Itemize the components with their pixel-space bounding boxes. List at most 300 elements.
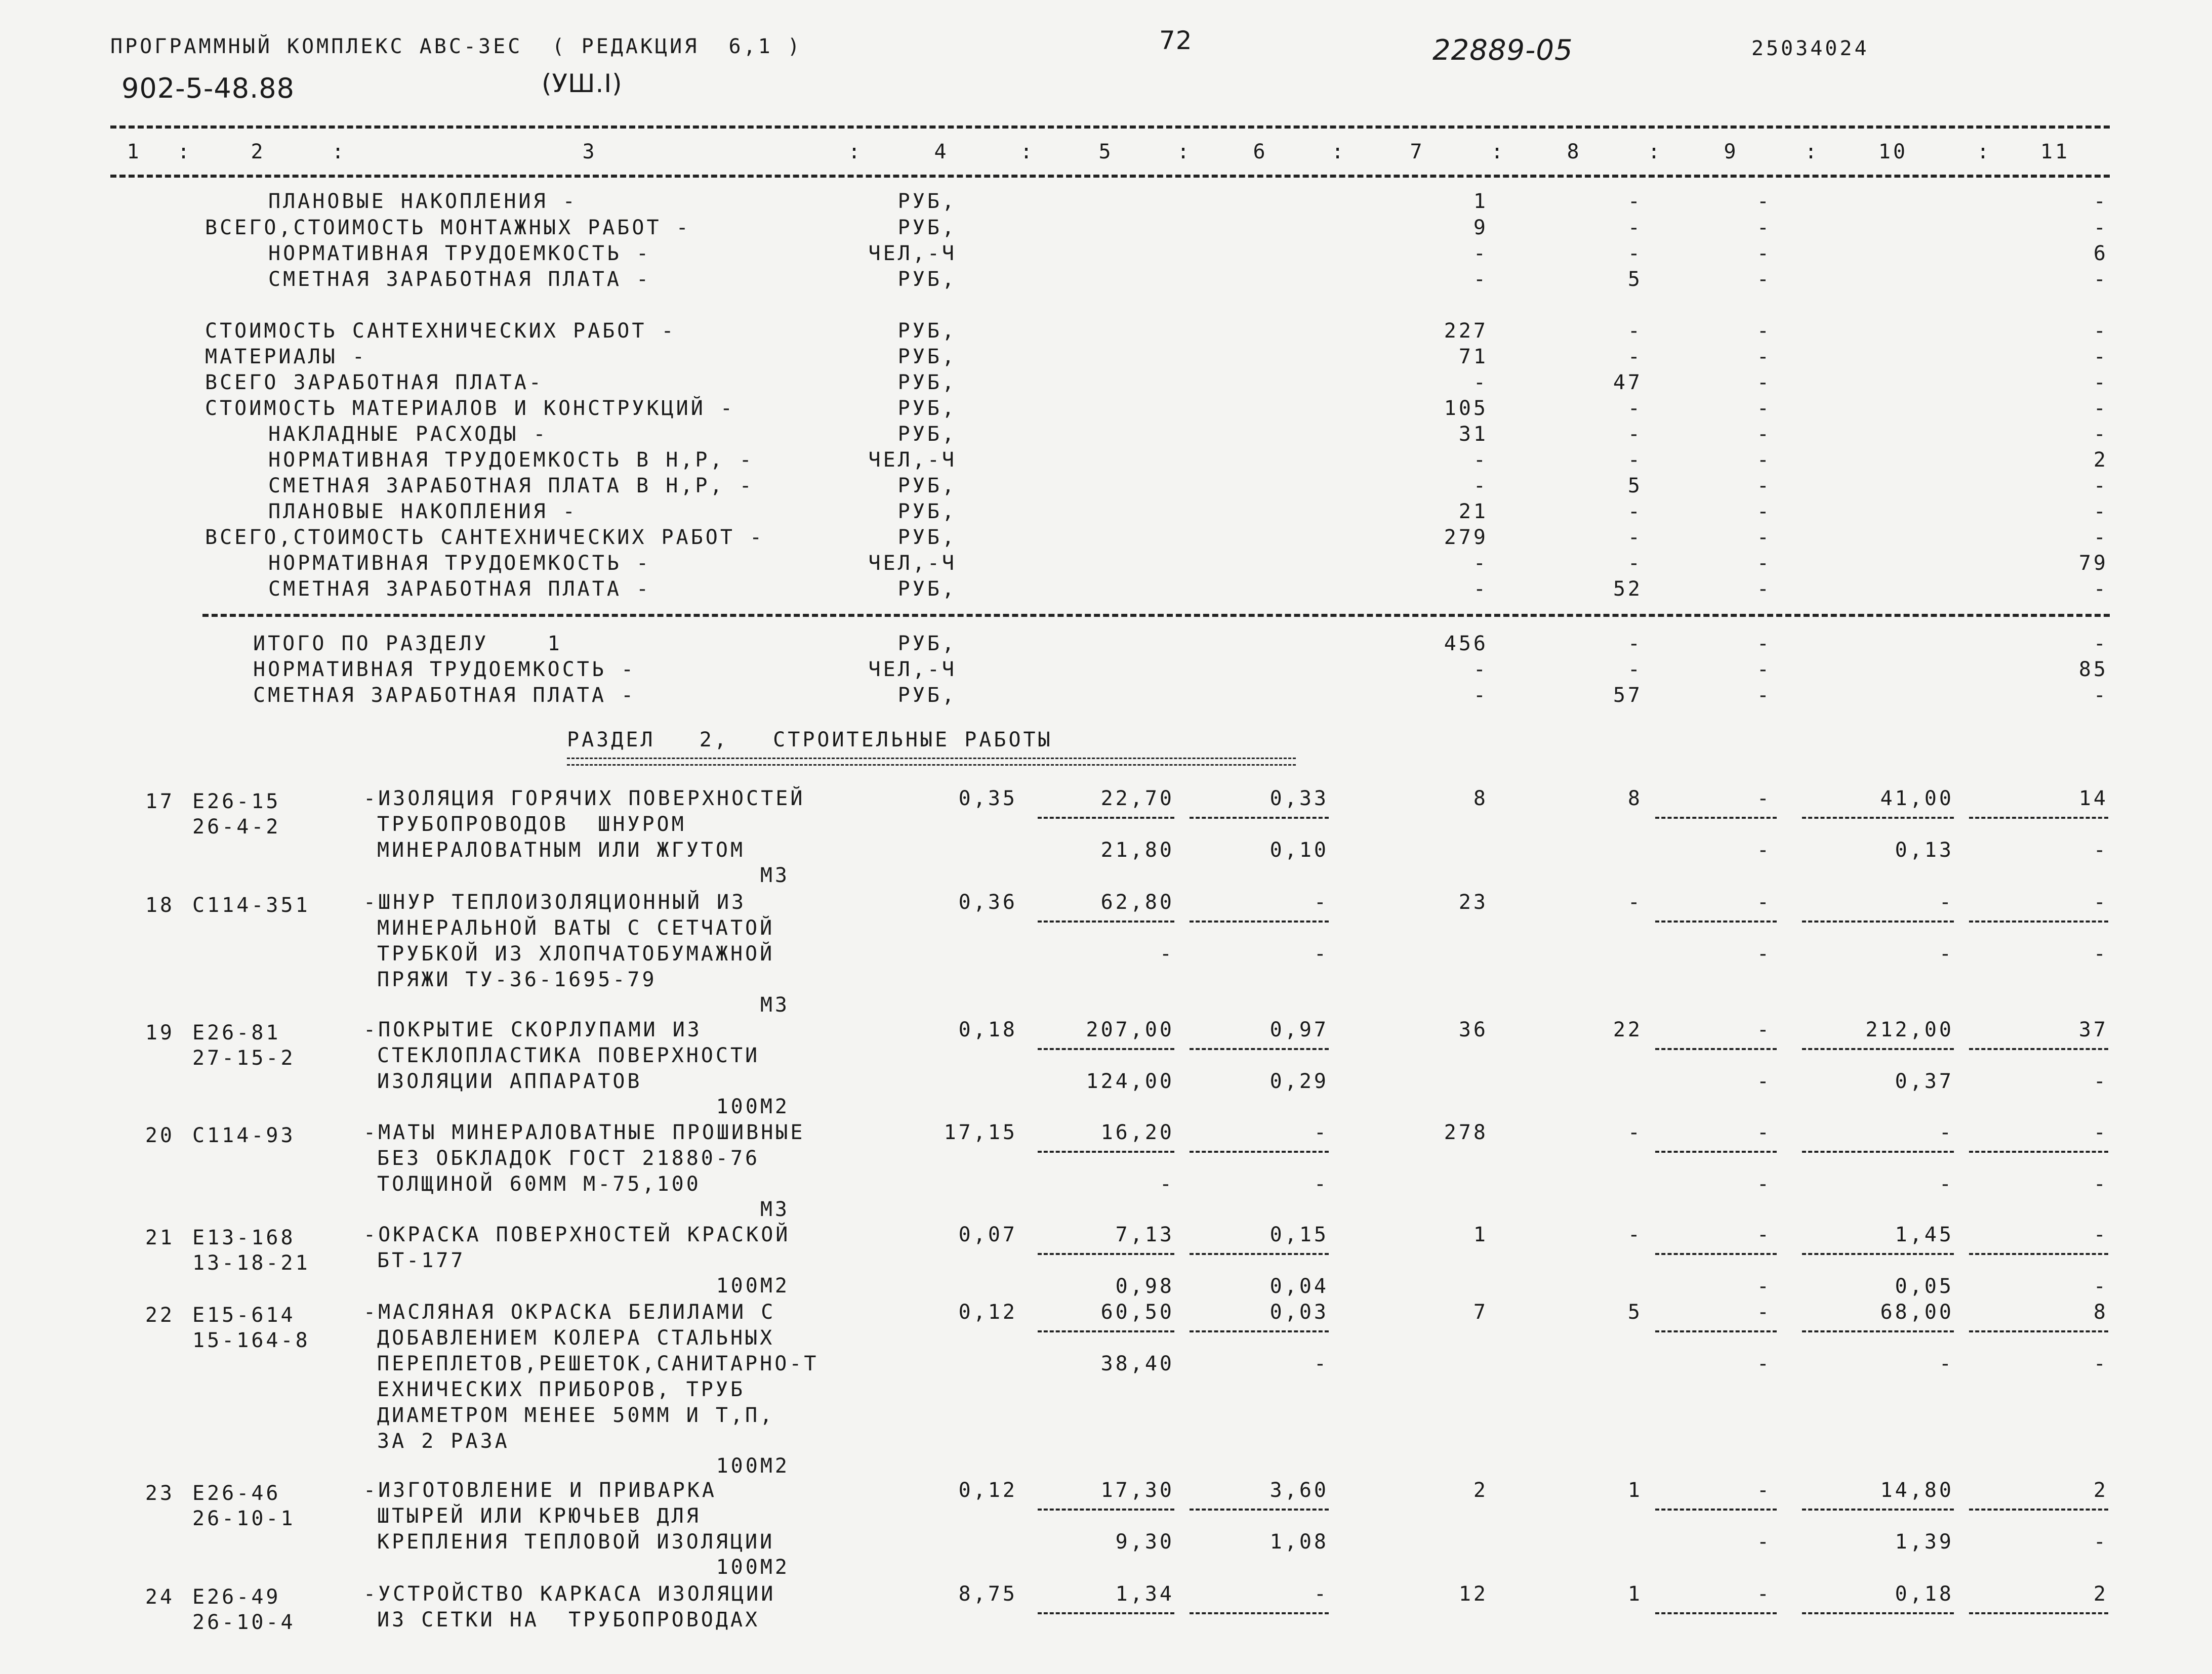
item-description-line: ИЗОЛЯЦИИ АППАРАТОВ xyxy=(377,1070,642,1093)
item-description-line: БЕЗ ОБКЛАДОК ГОСТ 21880-76 xyxy=(377,1147,760,1170)
summary-unit: РУБ, xyxy=(897,345,957,368)
item-unit-cost-2: - xyxy=(1159,1173,1174,1196)
summary-col9: - xyxy=(1756,526,1772,549)
summary-label: СТОИМОСТЬ САНТЕХНИЧЕСКИХ РАБОТ - xyxy=(205,319,676,343)
column-separator: : xyxy=(1648,140,1663,163)
summary-unit: РУБ, xyxy=(897,397,957,420)
column-header-2: 2 xyxy=(251,140,266,163)
summary-col11: - xyxy=(2093,397,2108,420)
item-col11: - xyxy=(2093,891,2108,914)
item-wage-unit-2: 1,08 xyxy=(1269,1530,1329,1554)
item-total-cost: 7 xyxy=(1473,1301,1488,1324)
item-wage-unit: 3,60 xyxy=(1269,1479,1329,1502)
item-unit-cost-2: 38,40 xyxy=(1100,1352,1174,1375)
total-label: НОРМАТИВНАЯ ТРУДОЕМКОСТЬ - xyxy=(253,658,636,681)
section-2-underline xyxy=(567,758,1296,766)
summary-label: НОРМАТИВНАЯ ТРУДОЕМКОСТЬ - xyxy=(268,552,651,575)
summary-col9: - xyxy=(1756,577,1772,601)
item-quantity: 0,36 xyxy=(958,891,1017,914)
item-description-line: ШТЫРЕЙ ИЛИ КРЮЧЬЕВ ДЛЯ xyxy=(377,1504,701,1528)
item-unit: 100М2 xyxy=(716,1274,790,1298)
item-col9-2: - xyxy=(1756,1530,1772,1554)
summary-col11: - xyxy=(2093,345,2108,368)
item-col9-2: - xyxy=(1756,1352,1772,1375)
item-col10: - xyxy=(1939,891,1954,914)
item-code: Е26-49 xyxy=(192,1585,281,1609)
total-col9: - xyxy=(1756,632,1772,655)
column-header-10: 10 xyxy=(1878,140,1908,163)
item-quantity: 0,12 xyxy=(958,1301,1017,1324)
item-col9: - xyxy=(1756,1223,1772,1246)
item-description-line: ПЕРЕПЛЕТОВ,РЕШЕТОК,САНИТАРНО-Т xyxy=(377,1352,819,1375)
item-wage-unit-2: 0,29 xyxy=(1269,1070,1329,1093)
total-col7: - xyxy=(1473,684,1488,707)
item-subrule xyxy=(1802,1612,1954,1614)
summary-unit: РУБ, xyxy=(897,423,957,446)
summary-col7: - xyxy=(1473,242,1488,265)
item-wage-unit-2: 0,04 xyxy=(1269,1275,1329,1298)
item-col10: 68,00 xyxy=(1880,1301,1954,1324)
total-col8: - xyxy=(1627,632,1643,655)
item-subrule xyxy=(1190,1048,1329,1050)
summary-unit: РУБ, xyxy=(897,268,957,291)
summary-col11: - xyxy=(2093,474,2108,497)
summary-col9: - xyxy=(1756,474,1772,497)
summary-col7: 227 xyxy=(1444,319,1488,343)
item-unit: М3 xyxy=(760,993,790,1017)
summary-col9: - xyxy=(1756,552,1772,575)
summary-col9: - xyxy=(1756,242,1772,265)
item-col9-2: - xyxy=(1756,839,1772,862)
summary-col11: - xyxy=(2093,319,2108,343)
column-separator: : xyxy=(1805,140,1820,163)
item-number: 19 xyxy=(145,1021,175,1044)
summary-col8: - xyxy=(1627,345,1643,368)
summary-label: ПЛАНОВЫЕ НАКОПЛЕНИЯ - xyxy=(268,500,578,523)
summary-col9: - xyxy=(1756,345,1772,368)
summary-label: ВСЕГО,СТОИМОСТЬ САНТЕХНИЧЕСКИХ РАБОТ - xyxy=(205,526,765,549)
summary-label: ПЛАНОВЫЕ НАКОПЛЕНИЯ - xyxy=(268,190,578,213)
item-description-line: -ШНУР ТЕПЛОИЗОЛЯЦИОННЫЙ ИЗ xyxy=(363,891,747,914)
item-col11-2: - xyxy=(2093,1070,2108,1093)
summary-label: ВСЕГО,СТОИМОСТЬ МОНТАЖНЫХ РАБОТ - xyxy=(205,216,691,239)
section-1-divider xyxy=(202,614,2110,617)
total-col7: 456 xyxy=(1444,632,1488,655)
item-code-secondary: 26-10-1 xyxy=(192,1507,296,1530)
item-description-line: СТЕКЛОПЛАСТИКА ПОВЕРХНОСТИ xyxy=(377,1044,760,1067)
item-description-line: ПРЯЖИ ТУ-36-1695-79 xyxy=(377,968,657,991)
column-separator: : xyxy=(848,140,863,163)
item-quantity: 0,12 xyxy=(958,1479,1017,1502)
item-subrule xyxy=(1802,920,1954,923)
item-code: С114-351 xyxy=(192,894,310,917)
item-code: Е13-168 xyxy=(192,1226,296,1249)
summary-label: НАКЛАДНЫЕ РАСХОДЫ - xyxy=(268,423,548,446)
item-subrule xyxy=(1190,920,1329,923)
item-wage-unit-2: - xyxy=(1314,1173,1329,1196)
item-description-line: ДОБАВЛЕНИЕМ КОЛЕРА СТАЛЬНЫХ xyxy=(377,1326,775,1350)
summary-unit: РУБ, xyxy=(897,577,957,601)
summary-col7: 1 xyxy=(1473,190,1488,213)
item-subrule xyxy=(1190,1330,1329,1332)
item-subrule xyxy=(1655,1151,1777,1153)
section-2-title: РАЗДЕЛ 2, СТРОИТЕЛЬНЫЕ РАБОТЫ xyxy=(567,728,1053,751)
summary-col9: - xyxy=(1756,423,1772,446)
summary-col9: - xyxy=(1756,319,1772,343)
total-col9: - xyxy=(1756,658,1772,681)
summary-label: СМЕТНАЯ ЗАРАБОТНАЯ ПЛАТА - xyxy=(268,268,651,291)
item-quantity: 0,18 xyxy=(958,1018,1017,1041)
summary-label: НОРМАТИВНАЯ ТРУДОЕМКОСТЬ В Н,Р, - xyxy=(268,448,754,472)
item-col9-2: - xyxy=(1756,942,1772,966)
summary-col7: - xyxy=(1473,448,1488,472)
item-total-cost: 36 xyxy=(1458,1018,1488,1041)
item-unit: 100М2 xyxy=(716,1454,790,1478)
summary-label: МАТЕРИАЛЫ - xyxy=(205,345,367,368)
item-col9: - xyxy=(1756,1479,1772,1502)
total-col9: - xyxy=(1756,684,1772,707)
item-total-cost: 23 xyxy=(1458,891,1488,914)
item-number: 24 xyxy=(145,1585,175,1609)
column-header-9: 9 xyxy=(1724,140,1739,163)
total-col11: - xyxy=(2093,684,2108,707)
item-code-secondary: 27-15-2 xyxy=(192,1047,296,1070)
summary-col11: 6 xyxy=(2093,242,2108,265)
item-description-line: -ИЗГОТОВЛЕНИЕ И ПРИВАРКА xyxy=(363,1479,717,1502)
item-subrule xyxy=(1802,1253,1954,1255)
item-description-line: -ОКРАСКА ПОВЕРХНОСТЕЙ КРАСКОЙ xyxy=(363,1223,791,1246)
item-number: 20 xyxy=(145,1124,175,1147)
item-col11: 2 xyxy=(2093,1479,2108,1502)
summary-col11: - xyxy=(2093,216,2108,239)
summary-col9: - xyxy=(1756,448,1772,472)
summary-unit: РУБ, xyxy=(897,474,957,497)
item-col11-2: - xyxy=(2093,1352,2108,1375)
column-separator: : xyxy=(1331,140,1346,163)
item-subrule xyxy=(1802,1509,1954,1511)
summary-col8: - xyxy=(1627,526,1643,549)
item-description-line: ИЗ СЕТКИ НА ТРУБОПРОВОДАХ xyxy=(377,1608,760,1631)
item-total-wage: 1 xyxy=(1627,1582,1643,1606)
item-unit: М3 xyxy=(760,864,790,887)
item-wage-unit: 0,15 xyxy=(1269,1223,1329,1246)
item-subrule xyxy=(1969,1048,2108,1050)
summary-col11: 2 xyxy=(2093,448,2108,472)
item-wage-unit-2: 0,10 xyxy=(1269,839,1329,862)
total-col8: - xyxy=(1627,658,1643,681)
item-subrule xyxy=(1038,1253,1174,1255)
item-col11-2: - xyxy=(2093,942,2108,966)
item-col10: 212,00 xyxy=(1865,1018,1954,1041)
item-col10-2: 0,13 xyxy=(1895,839,1954,862)
item-col10-2: 1,39 xyxy=(1895,1530,1954,1554)
column-separator: : xyxy=(1491,140,1506,163)
summary-col9: - xyxy=(1756,268,1772,291)
item-col9: - xyxy=(1756,1121,1772,1144)
item-total-wage: - xyxy=(1627,1121,1643,1144)
summary-unit: ЧЕЛ,-Ч xyxy=(868,448,957,472)
item-number: 23 xyxy=(145,1482,175,1505)
item-total-wage: 8 xyxy=(1627,787,1643,810)
item-col11: - xyxy=(2093,1121,2108,1144)
summary-col7: - xyxy=(1473,577,1488,601)
column-header-3: 3 xyxy=(582,140,597,163)
summary-col9: - xyxy=(1756,216,1772,239)
item-subrule xyxy=(1802,1048,1954,1050)
item-col9-2: - xyxy=(1756,1173,1772,1196)
summary-unit: ЧЕЛ,-Ч xyxy=(868,552,957,575)
item-subrule xyxy=(1655,1048,1777,1050)
program-title: ПРОГРАММНЫЙ КОМПЛЕКС АВС-3ЕС ( РЕДАКЦИЯ 6,1 ) xyxy=(110,35,802,58)
item-subrule xyxy=(1969,1330,2108,1332)
item-subrule xyxy=(1655,1509,1777,1511)
item-wage-unit: - xyxy=(1314,891,1329,914)
total-col11: 85 xyxy=(2078,658,2108,681)
item-subrule xyxy=(1038,1151,1174,1153)
summary-col7: - xyxy=(1473,474,1488,497)
summary-label: НОРМАТИВНАЯ ТРУДОЕМКОСТЬ - xyxy=(268,242,651,265)
item-unit-cost: 7,13 xyxy=(1115,1223,1174,1246)
summary-unit: РУБ, xyxy=(897,500,957,523)
item-subrule xyxy=(1802,817,1954,819)
item-quantity: 8,75 xyxy=(958,1582,1017,1606)
item-description-line: ЕХНИЧЕСКИХ ПРИБОРОВ, ТРУБ xyxy=(377,1378,746,1401)
summary-col9: - xyxy=(1756,371,1772,394)
item-description-line: КРЕПЛЕНИЯ ТЕПЛОВОЙ ИЗОЛЯЦИИ xyxy=(377,1530,775,1554)
item-unit-cost: 22,70 xyxy=(1100,787,1174,810)
item-subrule xyxy=(1969,1253,2108,1255)
document-code: 22889-05 xyxy=(1432,34,1573,67)
item-col11-2: - xyxy=(2093,1530,2108,1554)
item-description-line: -МАСЛЯНАЯ ОКРАСКА БЕЛИЛАМИ С xyxy=(363,1301,776,1324)
total-label: СМЕТНАЯ ЗАРАБОТНАЯ ПЛАТА - xyxy=(253,684,636,707)
summary-col11: - xyxy=(2093,190,2108,213)
item-subrule xyxy=(1190,1253,1329,1255)
item-subrule xyxy=(1969,920,2108,923)
summary-col8: - xyxy=(1627,500,1643,523)
summary-label: СМЕТНАЯ ЗАРАБОТНАЯ ПЛАТА В Н,Р, - xyxy=(268,474,754,497)
summary-col8: 5 xyxy=(1627,474,1643,497)
item-code: С114-93 xyxy=(192,1124,296,1147)
column-header-11: 11 xyxy=(2040,140,2070,163)
item-subrule xyxy=(1969,1612,2108,1614)
item-quantity: 0,07 xyxy=(958,1223,1017,1246)
summary-unit: РУБ, xyxy=(897,216,957,239)
item-col10: - xyxy=(1939,1121,1954,1144)
item-col10: 0,18 xyxy=(1895,1582,1954,1606)
item-wage-unit: - xyxy=(1314,1582,1329,1606)
summary-col8: - xyxy=(1627,190,1643,213)
item-col11: 8 xyxy=(2093,1301,2108,1324)
summary-col7: 279 xyxy=(1444,526,1488,549)
summary-col11: 79 xyxy=(2078,552,2108,575)
summary-col11: - xyxy=(2093,500,2108,523)
item-wage-unit: - xyxy=(1314,1121,1329,1144)
item-description-line: -ПОКРЫТИЕ СКОРЛУПАМИ ИЗ xyxy=(363,1018,702,1041)
item-subrule xyxy=(1038,1509,1174,1511)
item-description-line: ЗА 2 РАЗА xyxy=(377,1430,510,1453)
item-total-wage: 5 xyxy=(1627,1301,1643,1324)
item-subrule xyxy=(1038,1048,1174,1050)
item-total-wage: 1 xyxy=(1627,1479,1643,1502)
total-col7: - xyxy=(1473,658,1488,681)
summary-col11: - xyxy=(2093,423,2108,446)
summary-unit: РУБ, xyxy=(897,371,957,394)
item-subrule xyxy=(1655,817,1777,819)
summary-label: СТОИМОСТЬ МАТЕРИАЛОВ И КОНСТРУКЦИЙ - xyxy=(205,397,735,420)
item-col11: 2 xyxy=(2093,1582,2108,1606)
item-subrule xyxy=(1190,1612,1329,1614)
item-unit-cost: 62,80 xyxy=(1100,891,1174,914)
item-subrule xyxy=(1655,1253,1777,1255)
volume-label: (УШ.I) xyxy=(542,69,623,98)
summary-col11: - xyxy=(2093,526,2108,549)
item-code: Е26-46 xyxy=(192,1482,281,1505)
item-col9-2: - xyxy=(1756,1275,1772,1298)
summary-col8: - xyxy=(1627,242,1643,265)
item-subrule xyxy=(1038,1330,1174,1332)
column-separator: : xyxy=(1177,140,1192,163)
item-subrule xyxy=(1190,817,1329,819)
item-subrule xyxy=(1969,1509,2108,1511)
total-unit: РУБ, xyxy=(897,684,957,707)
item-code: Е15-614 xyxy=(192,1304,296,1327)
item-description-line: МИНЕРАЛЬНОЙ ВАТЫ С СЕТЧАТОЙ xyxy=(377,916,775,940)
item-code-secondary: 13-18-21 xyxy=(192,1251,310,1275)
item-col9-2: - xyxy=(1756,1070,1772,1093)
item-number: 21 xyxy=(145,1226,175,1249)
item-subrule xyxy=(1969,1151,2108,1153)
summary-col8: - xyxy=(1627,319,1643,343)
summary-col8: 52 xyxy=(1613,577,1643,601)
item-subrule xyxy=(1969,817,2108,819)
summary-label: СМЕТНАЯ ЗАРАБОТНАЯ ПЛАТА - xyxy=(268,577,651,601)
item-description-line: ТОЛЩИНОЙ 60ММ М-75,100 xyxy=(377,1173,701,1196)
item-wage-unit-2: - xyxy=(1314,942,1329,966)
column-header-6: 6 xyxy=(1253,140,1268,163)
column-separator: : xyxy=(1020,140,1035,163)
summary-col9: - xyxy=(1756,397,1772,420)
summary-col7: - xyxy=(1473,371,1488,394)
total-col11: - xyxy=(2093,632,2108,655)
item-total-cost: 2 xyxy=(1473,1479,1488,1502)
item-description-line: ТРУБКОЙ ИЗ ХЛОПЧАТОБУМАЖНОЙ xyxy=(377,942,775,966)
item-description-line: -ИЗОЛЯЦИЯ ГОРЯЧИХ ПОВЕРХНОСТЕЙ xyxy=(363,787,805,810)
item-code: Е26-15 xyxy=(192,790,281,813)
summary-unit: РУБ, xyxy=(897,190,957,213)
summary-col8: - xyxy=(1627,397,1643,420)
item-subrule xyxy=(1802,1151,1954,1153)
item-col9: - xyxy=(1756,1582,1772,1606)
item-quantity: 0,35 xyxy=(958,787,1017,810)
summary-col8: - xyxy=(1627,216,1643,239)
column-header-4: 4 xyxy=(934,140,949,163)
summary-col8: 5 xyxy=(1627,268,1643,291)
item-total-cost: 12 xyxy=(1458,1582,1488,1606)
item-unit: 100М2 xyxy=(716,1556,790,1579)
summary-unit: РУБ, xyxy=(897,526,957,549)
summary-col7: 105 xyxy=(1444,397,1488,420)
item-col11-2: - xyxy=(2093,839,2108,862)
item-code-secondary: 26-4-2 xyxy=(192,815,281,839)
item-col10-2: - xyxy=(1939,942,1954,966)
item-code-secondary: 15-164-8 xyxy=(192,1329,310,1352)
summary-col7: - xyxy=(1473,268,1488,291)
summary-col8: - xyxy=(1627,448,1643,472)
summary-col8: - xyxy=(1627,423,1643,446)
item-col10-2: - xyxy=(1939,1352,1954,1375)
summary-col7: 9 xyxy=(1473,216,1488,239)
column-header-5: 5 xyxy=(1098,140,1114,163)
item-description-line: МИНЕРАЛОВАТНЫМ ИЛИ ЖГУТОМ xyxy=(377,839,746,862)
item-col10-2: - xyxy=(1939,1173,1954,1196)
item-subrule xyxy=(1038,817,1174,819)
item-unit-cost: 207,00 xyxy=(1086,1018,1174,1041)
item-col9: - xyxy=(1756,891,1772,914)
item-col10: 41,00 xyxy=(1880,787,1954,810)
summary-col8: - xyxy=(1627,552,1643,575)
summary-col11: - xyxy=(2093,268,2108,291)
item-subrule xyxy=(1190,1509,1329,1511)
inventory-number: 25034024 xyxy=(1751,37,1869,60)
item-total-wage: 22 xyxy=(1613,1018,1643,1041)
summary-unit: РУБ, xyxy=(897,319,957,343)
item-col11-2: - xyxy=(2093,1173,2108,1196)
summary-col7: 21 xyxy=(1458,500,1488,523)
item-subrule xyxy=(1655,1330,1777,1332)
item-unit-cost: 60,50 xyxy=(1100,1301,1174,1324)
column-separator: : xyxy=(332,140,347,163)
item-wage-unit: 0,03 xyxy=(1269,1301,1329,1324)
item-description-line: ТРУБОПРОВОДОВ ШНУРОМ xyxy=(377,813,686,836)
item-unit: М3 xyxy=(760,1198,790,1221)
total-unit: ЧЕЛ,-Ч xyxy=(868,658,957,681)
summary-col7: 71 xyxy=(1458,345,1488,368)
total-col8: 57 xyxy=(1613,684,1643,707)
column-separator: : xyxy=(177,140,192,163)
item-total-cost: 278 xyxy=(1444,1121,1488,1144)
header-rule-bottom xyxy=(110,175,2110,178)
summary-col11: - xyxy=(2093,371,2108,394)
total-unit: РУБ, xyxy=(897,632,957,655)
column-header-8: 8 xyxy=(1567,140,1582,163)
item-subrule xyxy=(1802,1330,1954,1332)
item-col11: - xyxy=(2093,1223,2108,1246)
item-total-cost: 8 xyxy=(1473,787,1488,810)
item-col9: - xyxy=(1756,1301,1772,1324)
item-col10-2: 0,37 xyxy=(1895,1070,1954,1093)
item-number: 22 xyxy=(145,1304,175,1327)
item-total-cost: 1 xyxy=(1473,1223,1488,1246)
item-unit-cost-2: 9,30 xyxy=(1115,1530,1174,1554)
item-col11: 37 xyxy=(2078,1018,2108,1041)
item-description-line: ДИАМЕТРОМ МЕНЕЕ 50ММ И Т,П, xyxy=(377,1404,775,1427)
item-col10-2: 0,05 xyxy=(1895,1275,1954,1298)
item-unit-cost-2: 0,98 xyxy=(1115,1275,1174,1298)
item-unit-cost-2: 21,80 xyxy=(1100,839,1174,862)
item-col9: - xyxy=(1756,1018,1772,1041)
item-unit-cost: 16,20 xyxy=(1100,1121,1174,1144)
item-total-wage: - xyxy=(1627,891,1643,914)
item-unit-cost: 17,30 xyxy=(1100,1479,1174,1502)
item-col10: 1,45 xyxy=(1895,1223,1954,1246)
column-header-1: 1 xyxy=(127,140,142,163)
item-unit-cost: 1,34 xyxy=(1115,1582,1174,1606)
item-quantity: 17,15 xyxy=(944,1121,1017,1144)
item-subrule xyxy=(1038,920,1174,923)
item-wage-unit: 0,33 xyxy=(1269,787,1329,810)
item-description-line: БТ-177 xyxy=(377,1249,466,1272)
